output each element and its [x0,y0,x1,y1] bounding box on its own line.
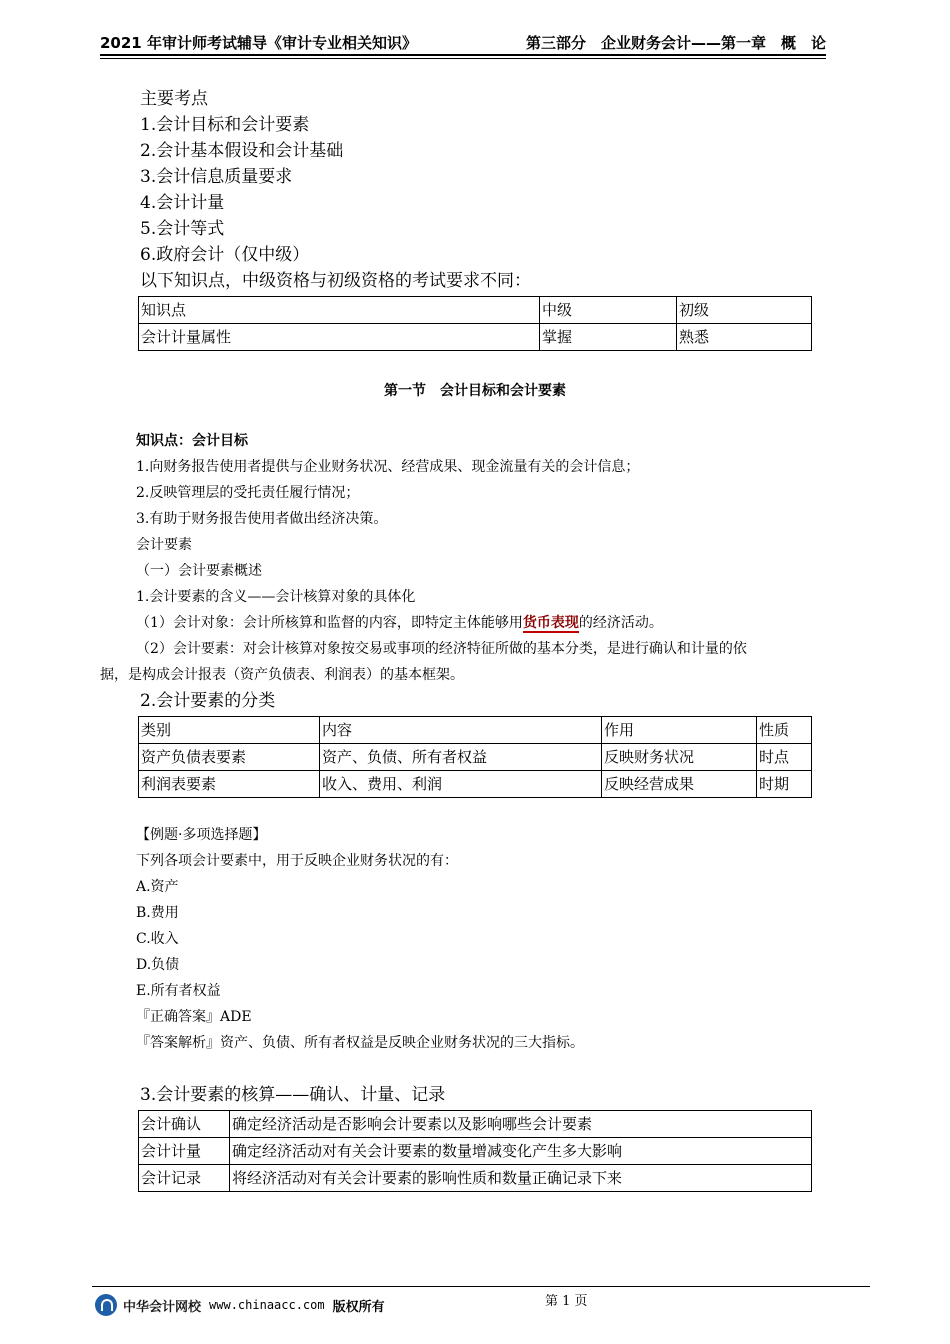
option-item: C.收入 [136,931,179,947]
main-points [140,86,820,294]
site-url[interactable]: www.chinaacc.com [209,1298,325,1312]
requirement-table [138,296,812,351]
header-rule [100,54,826,56]
table-header-cell: 中级 [540,297,677,324]
table-header-cell: 性质 [757,717,812,744]
object-text-end: 的经济活动。 [578,615,663,631]
page-header [100,32,826,53]
kp-line: 2.反映管理层的受托责任履行情况； [136,485,360,501]
classify-title-wrap [140,688,820,714]
table-row [139,324,812,351]
highlight-term: 货币表现 [522,615,579,631]
elements-meaning: 1.会计要素的含义——会计核算对象的具体化 [136,589,416,605]
option-item: E.所有者权益 [136,983,221,999]
table-cell: 收入、费用、利润 [320,771,602,798]
header-rule-thin [100,58,826,59]
table-cell: 掌握 [540,324,677,351]
table-row [139,1111,812,1138]
option-item: D.负债 [136,957,180,973]
copyright: 版权所有 [332,1299,385,1315]
table-cell: 将经济活动对有关会计要素的影响性质和数量正确记录下来 [230,1165,812,1192]
table-header-cell: 内容 [320,717,602,744]
table-cell: 资产负债表要素 [139,744,320,771]
table-header-cell: 类别 [139,717,320,744]
header-right: 第三部分 企业财务会计——第一章 概 论 [525,34,826,52]
header-left: 2021 年审计师考试辅导《审计专业相关知识》 [100,34,417,52]
table-cell: 时期 [757,771,812,798]
table-row [139,771,812,798]
page-number: 第 1 页 [545,1294,588,1309]
elements-overview: （一）会计要素概述 [136,563,262,579]
table-cell: 资产、负债、所有者权益 [320,744,602,771]
table-cell: 确定经济活动对有关会计要素的数量增减变化产生多大影响 [230,1138,812,1165]
option-item: A.资产 [136,879,179,895]
accounting-table [138,1110,812,1192]
brand-name: 中华会计网校 [123,1299,202,1315]
main-point-item: 5.会计等式 [140,219,225,239]
footer-brand[interactable] [95,1294,385,1316]
table-cell: 反映财务状况 [602,744,757,771]
example-tag: 【例题·多项选择题】 [136,827,267,843]
table-cell: 熟悉 [677,324,812,351]
table-row [139,717,812,744]
object-text: （1）会计对象：会计所核算和监督的内容，即特定主体能够用 [136,615,523,631]
table-cell: 时点 [757,744,812,771]
main-point-item: 3.会计信息质量要求 [140,167,293,187]
chinaacc-logo-icon [95,1294,117,1316]
table-row [139,297,812,324]
table-cell: 利润表要素 [139,771,320,798]
elements-definition [100,636,860,688]
main-points-title: 主要考点 [140,89,208,109]
table-cell: 确定经济活动是否影响会计要素以及影响哪些会计要素 [230,1111,812,1138]
example-question [136,822,816,1056]
table-cell: 反映经营成果 [602,771,757,798]
table-cell: 会计记录 [139,1165,230,1192]
kp-line: 3.有助于财务报告使用者做出经济决策。 [136,511,388,527]
main-point-item: 6.政府会计（仅中级） [140,245,310,265]
example-question-text: 下列各项会计要素中，用于反映企业财务状况的有： [136,853,458,869]
answer: 『正确答案』ADE [136,1009,252,1025]
accounting-title-wrap [140,1082,820,1108]
classify-title: 2.会计要素的分类 [140,691,276,711]
table-cell: 会计确认 [139,1111,230,1138]
elements-def-line2: 据，是构成会计报表（资产负债表、利润表）的基本框架。 [100,667,464,683]
kp-title: 知识点：会计目标 [136,433,248,449]
table-row [139,1165,812,1192]
analysis: 『答案解析』资产、负债、所有者权益是反映企业财务状况的三大指标。 [136,1035,584,1051]
table-header-cell: 作用 [602,717,757,744]
table-row [139,1138,812,1165]
accounting-title: 3.会计要素的核算——确认、计量、记录 [140,1085,446,1105]
elements-def-line1: （2）会计要素：对会计核算对象按交易或事项的经济特征所做的基本分类，是进行确认和计量的依 [136,641,747,657]
table-cell: 会计计量属性 [139,324,540,351]
main-points-note: 以下知识点，中级资格与初级资格的考试要求不同： [140,271,531,291]
main-point-item: 1.会计目标和会计要素 [140,115,310,135]
main-point-item: 2.会计基本假设和会计基础 [140,141,344,161]
section-title: 第一节 会计目标和会计要素 [384,383,566,399]
option-item: B.费用 [136,905,179,921]
knowledge-point-objectives [136,428,816,636]
elements-title: 会计要素 [136,537,192,553]
table-header-cell: 知识点 [139,297,540,324]
table-cell: 会计计量 [139,1138,230,1165]
classification-table [138,716,812,798]
table-header-cell: 初级 [677,297,812,324]
main-point-item: 4.会计计量 [140,193,225,213]
table-row [139,744,812,771]
accounting-object-line [136,610,816,636]
kp-line: 1.向财务报告使用者提供与企业财务状况、经营成果、现金流量有关的会计信息； [136,459,640,475]
footer-rule [92,1286,870,1287]
